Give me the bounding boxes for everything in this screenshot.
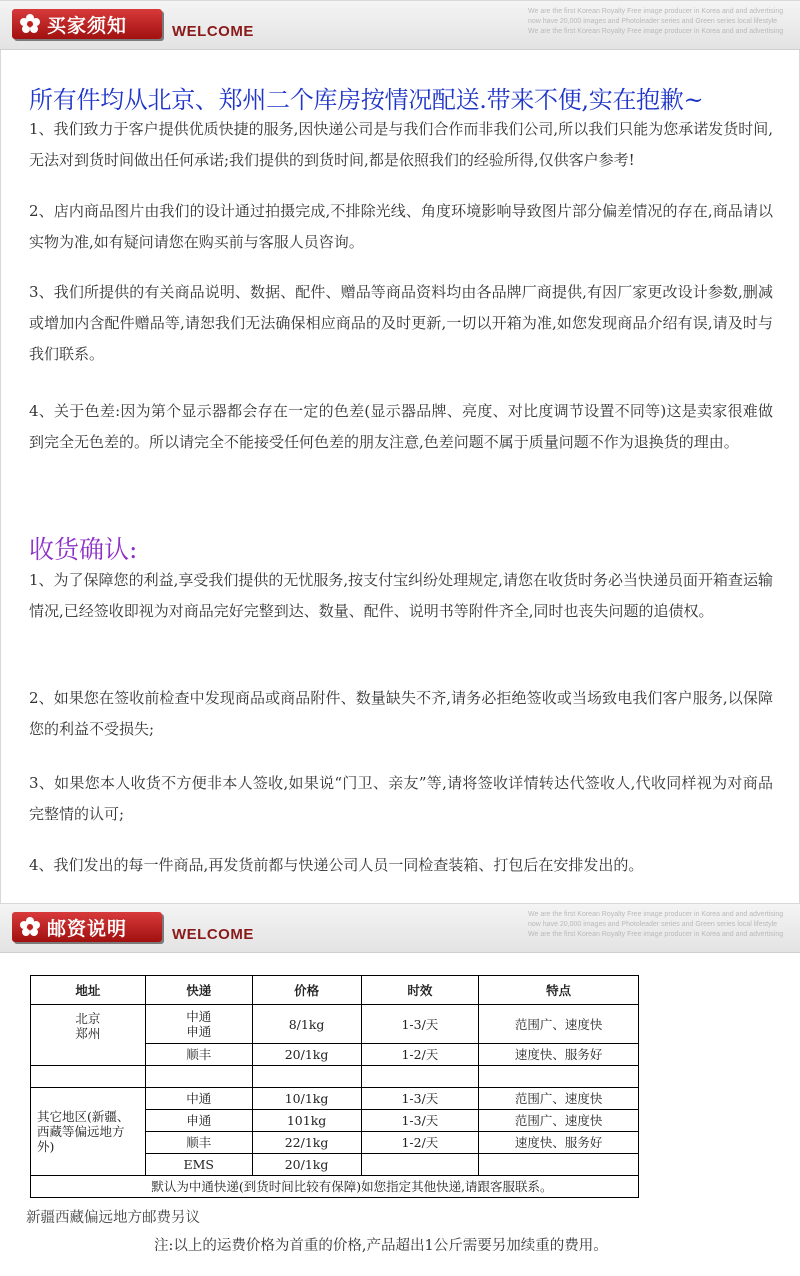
- time-cell: 1-2/天: [361, 1044, 479, 1066]
- price-cell: 10/1kg: [252, 1088, 361, 1110]
- time-cell: [361, 1154, 479, 1176]
- welcome-text: WELCOME: [172, 926, 254, 943]
- table-note-row: [31, 1176, 639, 1198]
- section-badge: [12, 9, 162, 39]
- time-cell: 1-3/天: [361, 1005, 479, 1044]
- address-cell: 北京 郑州: [31, 1005, 146, 1066]
- shipping-headline: 所有件均从北京、郑州二个库房按情况配送.带来不便,实在抱歉~: [29, 86, 704, 114]
- price-cell: 20/1kg: [252, 1154, 361, 1176]
- banner-buyer-notice: [0, 0, 800, 50]
- section-title: 邮资说明: [47, 917, 128, 940]
- table-header-row: [31, 976, 639, 1005]
- courier-cell: 顺丰: [145, 1044, 252, 1066]
- address-cell: 其它地区(新疆、西藏等偏远地方外): [31, 1088, 146, 1176]
- receipt-item: 4、我们发出的每一件商品,再发货前都与快递公司人员一同检查装箱、打包后在安排发出的。: [29, 856, 644, 874]
- header-time: 时效: [361, 976, 479, 1005]
- receipt-item: 1、为了保障您的利益,享受我们提供的无忧服务,按支付宝纠纷处理规定,请您在收货时务必当快递员面开箱查运输情况,已经签收即视为对商品完好完整到达、数量、配件、说明书等附件齐全,同时也丧失问题的追债权。: [29, 571, 773, 620]
- weight-fee-note: 注:以上的运费价格为首重的价格,产品超出1公斤需要另加续重的费用。: [154, 1238, 608, 1254]
- flower-icon: [19, 13, 41, 35]
- header-price: 价格: [252, 976, 361, 1005]
- default-courier-note: 默认为中通快递(到货时间比较有保障)如您指定其他快递,请跟客服联系。: [145, 1176, 638, 1198]
- table-row: [31, 1005, 639, 1044]
- courier-cell: 中通 申通: [145, 1005, 252, 1044]
- receipt-item: 2、如果您在签收前检查中发现商品或商品附件、数量缺失不齐,请务必拒绝签收或当场致电我们客户服务,以保障您的利益不受损失;: [29, 689, 773, 738]
- time-cell: 1-3/天: [361, 1088, 479, 1110]
- courier-cell: 中通: [145, 1088, 252, 1110]
- flower-icon: [19, 916, 41, 938]
- feature-cell: 范围广、速度快: [479, 1005, 639, 1044]
- notice-item: 3、我们所提供的有关商品说明、数据、配件、赠品等商品资料均由各品牌厂商提供,有因厂家更改设计参数,删减或增加内含配件赠品等,请恕我们无法确保相应商品的及时更新,一切以开箱为准,如您发现商品介绍有误,请及时与我们联系。: [29, 283, 773, 363]
- shipping-rate-table: [30, 975, 639, 1198]
- price-cell: 22/1kg: [252, 1132, 361, 1154]
- welcome-text: WELCOME: [172, 23, 254, 40]
- courier-cell: 申通: [145, 1110, 252, 1132]
- header-features: 特点: [479, 976, 639, 1005]
- courier-cell: EMS: [145, 1154, 252, 1176]
- price-cell: 8/1kg: [252, 1005, 361, 1044]
- feature-cell: 范围广、速度快: [479, 1088, 639, 1110]
- notice-item: 4、关于色差:因为第个显示器都会存在一定的色差(显示器品牌、亮度、对比度调节设置不同等)这是卖家很难做到完全无色差的。所以请完全不能接受任何色差的朋友注意,色差问题不属于质量问题不作为退换货的理由。: [29, 402, 773, 451]
- notice-item: 1、我们致力于客户提供优质快捷的服务,因快递公司是与我们合作而非我们公司,所以我们只能为您承诺发货时间,无法对到货时间做出任何承诺;我们提供的到货时间,都是依照我们的经验所得,仅供客户参考!: [29, 120, 773, 169]
- watermark-tagline: We are the first Korean Royalty Free image producer in Korea and and advertising now have 20,000 images and Photoleader series and Green series local lifestyle We are the first Korean Royalty Free image producer in Korea and and advertising: [528, 8, 784, 35]
- remote-area-note: 新疆西藏偏远地方邮费另议: [26, 1210, 200, 1226]
- section-title: 买家须知: [47, 14, 128, 37]
- feature-cell: [479, 1154, 639, 1176]
- feature-cell: 范围广、速度快: [479, 1110, 639, 1132]
- feature-cell: 速度快、服务好: [479, 1132, 639, 1154]
- time-cell: 1-3/天: [361, 1110, 479, 1132]
- receipt-title: 收货确认:: [29, 535, 138, 564]
- time-cell: 1-2/天: [361, 1132, 479, 1154]
- section-badge: [12, 912, 162, 942]
- courier-cell: 顺丰: [145, 1132, 252, 1154]
- receipt-item: 3、如果您本人收货不方便非本人签收,如果说“门卫、亲友”等,请将签收详情转达代签收人,代收同样视为对商品完整情的认可;: [29, 774, 773, 823]
- header-address: 地址: [31, 976, 146, 1005]
- notice-item: 2、店内商品图片由我们的设计通过拍摄完成,不排除光线、角度环境影响导致图片部分偏差情况的存在,商品请以实物为准,如有疑问请您在购买前与客服人员咨询。: [29, 202, 773, 251]
- price-cell: 20/1kg: [252, 1044, 361, 1066]
- price-cell: 101kg: [252, 1110, 361, 1132]
- feature-cell: 速度快、服务好: [479, 1044, 639, 1066]
- header-courier: 快递: [145, 976, 252, 1005]
- watermark-tagline: We are the first Korean Royalty Free image producer in Korea and and advertising now have 20,000 images and Photoleader series and Green series local lifestyle We are the first Korean Royalty Free image producer in Korea and and advertising: [528, 911, 784, 938]
- banner-postage: [0, 903, 800, 953]
- table-row: [31, 1088, 639, 1110]
- notice-content: [0, 50, 800, 903]
- table-spacer-row: [31, 1066, 639, 1088]
